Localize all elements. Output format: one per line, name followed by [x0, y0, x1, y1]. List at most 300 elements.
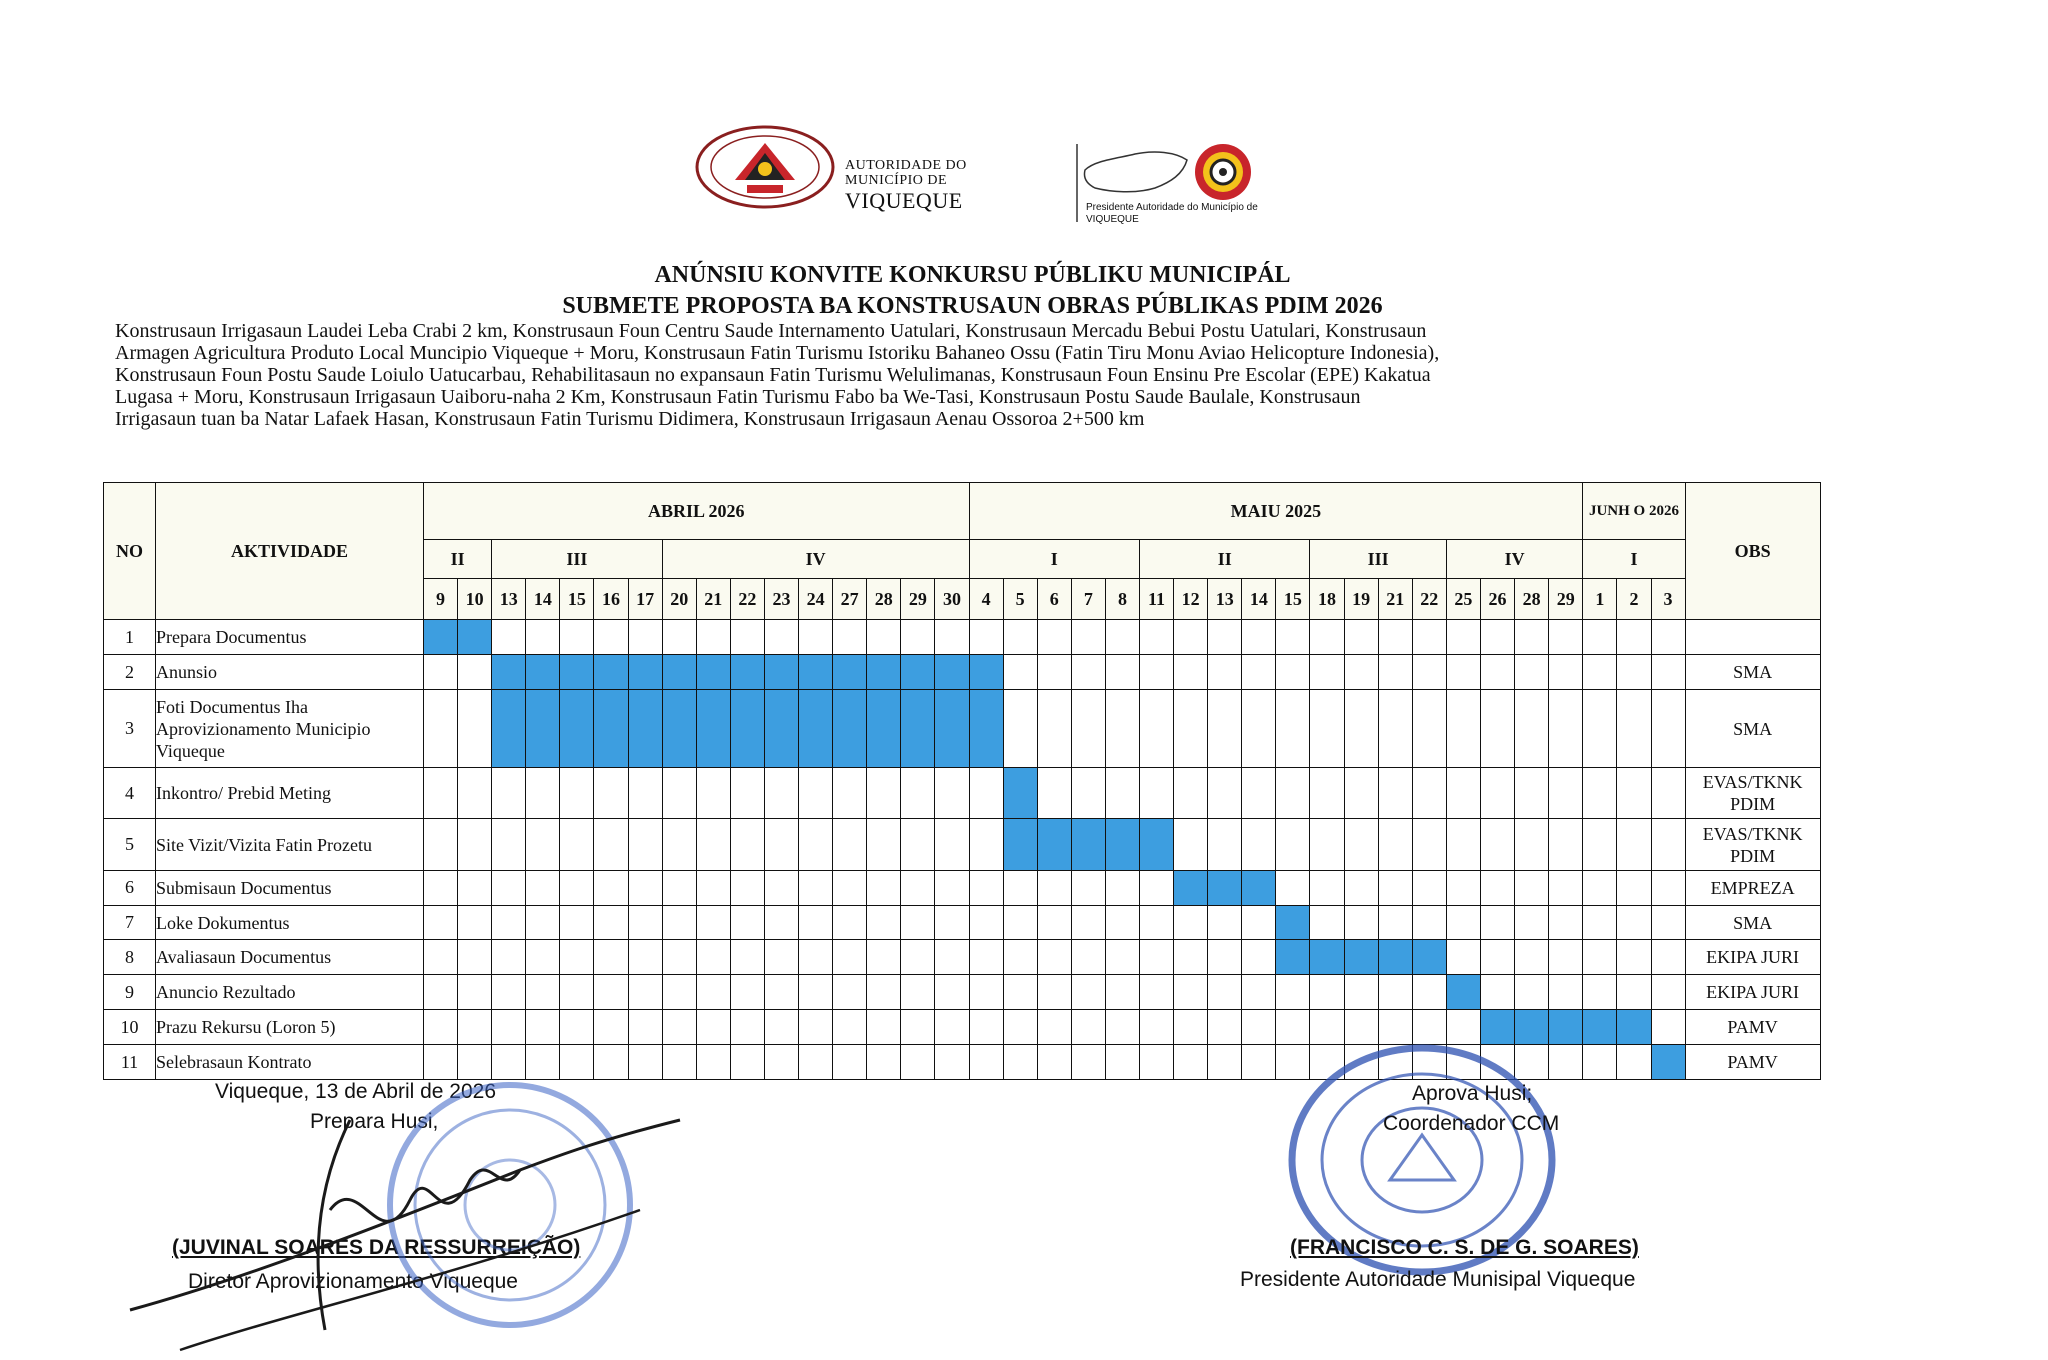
schedule-cell — [1412, 975, 1446, 1010]
schedule-cell — [1446, 905, 1480, 940]
day-header: 23 — [764, 579, 798, 620]
schedule-cell — [1242, 620, 1276, 655]
schedule-cell — [594, 870, 628, 905]
schedule-cell — [526, 975, 560, 1010]
table-row — [104, 905, 1821, 940]
schedule-cell — [1037, 620, 1071, 655]
week-header: II — [424, 540, 492, 579]
schedule-cell — [1617, 905, 1651, 940]
row-number: 1 — [104, 620, 156, 655]
schedule-cell — [1105, 975, 1139, 1010]
schedule-cell — [458, 905, 492, 940]
day-header: 29 — [1549, 579, 1583, 620]
schedule-cell — [764, 975, 798, 1010]
schedule-cell — [799, 1045, 833, 1080]
obs-cell: EKIPA JURI — [1685, 975, 1820, 1010]
schedule-cell — [662, 1010, 696, 1045]
schedule-cell — [867, 819, 901, 870]
schedule-cell — [1446, 870, 1480, 905]
rdtl-seal — [695, 125, 835, 210]
schedule-cell — [696, 620, 730, 655]
schedule-bar-cell — [492, 690, 526, 768]
schedule-cell — [1651, 1010, 1685, 1045]
schedule-cell — [1515, 768, 1549, 819]
activity-name: Submisaun Documentus — [156, 870, 424, 905]
schedule-cell — [1344, 819, 1378, 870]
schedule-cell — [1549, 819, 1583, 870]
schedule-cell — [1480, 905, 1514, 940]
schedule-cell — [1174, 905, 1208, 940]
schedule-cell — [1140, 975, 1174, 1010]
schedule-cell — [764, 870, 798, 905]
day-header: 13 — [1208, 579, 1242, 620]
schedule-bar-cell — [833, 655, 867, 690]
schedule-cell — [492, 768, 526, 819]
schedule-cell — [1174, 940, 1208, 975]
day-header: 9 — [424, 579, 458, 620]
day-header: 1 — [1583, 579, 1617, 620]
schedule-cell — [1242, 655, 1276, 690]
row-number: 3 — [104, 690, 156, 768]
schedule-bar-cell — [628, 690, 662, 768]
doc-title-line1: ANÚNSIU KONVITE KONKURSU PÚBLIKU MUNICIPÁL — [654, 262, 1291, 288]
schedule-cell — [560, 768, 594, 819]
schedule-cell — [1310, 975, 1344, 1010]
schedule-cell — [696, 768, 730, 819]
schedule-cell — [492, 620, 526, 655]
schedule-bar-cell — [935, 655, 969, 690]
schedule-cell — [458, 870, 492, 905]
schedule-cell — [1174, 1045, 1208, 1080]
schedule-cell — [1549, 768, 1583, 819]
schedule-cell — [1071, 975, 1105, 1010]
schedule-bar-cell — [1617, 1010, 1651, 1045]
obs-cell: SMA — [1685, 905, 1820, 940]
schedule-cell — [901, 1045, 935, 1080]
schedule-cell — [1140, 1045, 1174, 1080]
schedule-cell — [560, 905, 594, 940]
schedule-bar-cell — [1378, 940, 1412, 975]
municipality-logo-caption — [1086, 202, 1258, 226]
schedule-cell — [1208, 940, 1242, 975]
schedule-cell — [1174, 819, 1208, 870]
schedule-cell — [492, 975, 526, 1010]
schedule-bar-cell — [730, 690, 764, 768]
logo2-caption-line1: Presidente Autoridade do Município de — [1086, 202, 1258, 213]
month-header: ABRIL 2026 — [424, 483, 970, 540]
schedule-cell — [526, 620, 560, 655]
schedule-cell — [424, 768, 458, 819]
schedule-cell — [935, 975, 969, 1010]
authority-line3: VIQUEQUE — [845, 188, 963, 213]
schedule-cell — [1003, 690, 1037, 768]
schedule-cell — [458, 768, 492, 819]
schedule-bar-cell — [1651, 1045, 1685, 1080]
right-signatory-title: Presidente Autoridade Munisipal Viqueque — [1240, 1268, 1636, 1291]
schedule-cell — [662, 940, 696, 975]
schedule-cell — [560, 620, 594, 655]
schedule-cell — [1071, 1045, 1105, 1080]
intro-line: Lugasa + Moru, Konstrusaun Irrigasaun Uaiboru-naha 2 Km, Konstrusaun Fatin Turismu Fabo ba We-Tasi, Konstrusaun Postu Saude Baulale, Konstrusaun — [115, 386, 1361, 408]
schedule-cell — [764, 768, 798, 819]
schedule-cell — [1651, 620, 1685, 655]
schedule-cell — [901, 870, 935, 905]
day-header: 18 — [1310, 579, 1344, 620]
table-row — [104, 1010, 1821, 1045]
schedule-cell — [1105, 655, 1139, 690]
schedule-bar-cell — [526, 655, 560, 690]
row-number: 7 — [104, 905, 156, 940]
table-row — [104, 870, 1821, 905]
schedule-cell — [764, 620, 798, 655]
day-header: 2 — [1617, 579, 1651, 620]
activity-name: Loke Dokumentus — [156, 905, 424, 940]
schedule-cell — [526, 819, 560, 870]
schedule-cell — [867, 1045, 901, 1080]
schedule-cell — [1310, 870, 1344, 905]
schedule-cell — [458, 655, 492, 690]
day-header: 17 — [628, 579, 662, 620]
schedule-cell — [935, 1010, 969, 1045]
schedule-bar-cell — [560, 655, 594, 690]
schedule-cell — [1480, 768, 1514, 819]
schedule-bar-cell — [1208, 870, 1242, 905]
schedule-cell — [1446, 690, 1480, 768]
schedule-cell — [1412, 655, 1446, 690]
schedule-cell — [1037, 940, 1071, 975]
schedule-cell — [730, 1010, 764, 1045]
schedule-cell — [1344, 655, 1378, 690]
schedule-cell — [730, 819, 764, 870]
schedule-cell — [833, 975, 867, 1010]
obs-cell: SMA — [1685, 655, 1820, 690]
schedule-bar-cell — [764, 655, 798, 690]
schedule-bar-cell — [867, 655, 901, 690]
schedule-cell — [1515, 620, 1549, 655]
schedule-cell — [764, 1010, 798, 1045]
schedule-cell — [1549, 690, 1583, 768]
schedule-cell — [594, 819, 628, 870]
schedule-cell — [1242, 819, 1276, 870]
schedule-cell — [1242, 905, 1276, 940]
schedule-cell — [1378, 870, 1412, 905]
schedule-cell — [662, 819, 696, 870]
obs-cell: PAMV — [1685, 1010, 1820, 1045]
schedule-cell — [1412, 620, 1446, 655]
schedule-cell — [1344, 768, 1378, 819]
schedule-cell — [1105, 940, 1139, 975]
schedule-cell — [628, 940, 662, 975]
schedule-cell — [1378, 819, 1412, 870]
schedule-cell — [833, 819, 867, 870]
schedule-cell — [1037, 655, 1071, 690]
day-header: 6 — [1037, 579, 1071, 620]
schedule-cell — [1651, 870, 1685, 905]
schedule-cell — [867, 870, 901, 905]
schedule-cell — [560, 975, 594, 1010]
schedule-cell — [1378, 768, 1412, 819]
activity-name: Selebrasaun Kontrato — [156, 1045, 424, 1080]
col-no-header: NO — [104, 483, 156, 620]
schedule-cell — [764, 905, 798, 940]
table-row — [104, 940, 1821, 975]
obs-cell: EVAS/TKNK PDIM — [1685, 768, 1820, 819]
schedule-cell — [1140, 620, 1174, 655]
schedule-table — [103, 482, 1821, 1080]
schedule-cell — [526, 870, 560, 905]
schedule-cell — [935, 870, 969, 905]
obs-cell: EKIPA JURI — [1685, 940, 1820, 975]
schedule-cell — [1651, 975, 1685, 1010]
table-row — [104, 655, 1821, 690]
schedule-cell — [1105, 905, 1139, 940]
schedule-cell — [1310, 690, 1344, 768]
day-header: 13 — [492, 579, 526, 620]
schedule-cell — [560, 870, 594, 905]
schedule-cell — [799, 819, 833, 870]
schedule-bar-cell — [901, 690, 935, 768]
schedule-cell — [1651, 905, 1685, 940]
month-header: MAIU 2025 — [969, 483, 1583, 540]
schedule-cell — [1174, 620, 1208, 655]
schedule-cell — [1174, 1010, 1208, 1045]
schedule-cell — [1242, 1010, 1276, 1045]
schedule-cell — [1071, 620, 1105, 655]
schedule-cell — [1276, 690, 1310, 768]
schedule-cell — [1651, 655, 1685, 690]
schedule-cell — [1208, 819, 1242, 870]
obs-cell — [1685, 620, 1820, 655]
schedule-cell — [1003, 1045, 1037, 1080]
schedule-cell — [1344, 690, 1378, 768]
schedule-bar-cell — [867, 690, 901, 768]
schedule-cell — [662, 620, 696, 655]
schedule-cell — [1583, 768, 1617, 819]
schedule-cell — [458, 690, 492, 768]
month-header: JUNH O 2026 — [1583, 483, 1685, 540]
day-header: 16 — [594, 579, 628, 620]
schedule-cell — [628, 870, 662, 905]
schedule-cell — [1208, 905, 1242, 940]
schedule-cell — [1549, 905, 1583, 940]
schedule-cell — [901, 1010, 935, 1045]
schedule-cell — [833, 905, 867, 940]
schedule-cell — [526, 1010, 560, 1045]
schedule-bar-cell — [935, 690, 969, 768]
schedule-cell — [696, 975, 730, 1010]
intro-line: Konstrusaun Irrigasaun Laudei Leba Crabi 2 km, Konstrusaun Foun Centru Saude Internamento Uatulari, Konstrusaun Mercadu Bebui Postu Uatulari, Konstrusaun — [115, 320, 1427, 342]
week-header: IV — [1446, 540, 1582, 579]
schedule-cell — [662, 870, 696, 905]
left-signatory-title: Diretor Aprovizionamento Viqueque — [188, 1270, 518, 1293]
schedule-cell — [594, 768, 628, 819]
schedule-cell — [935, 620, 969, 655]
schedule-cell — [424, 975, 458, 1010]
schedule-cell — [1617, 940, 1651, 975]
schedule-cell — [1105, 690, 1139, 768]
schedule-cell — [662, 975, 696, 1010]
right-signatory-name: (FRANCISCO C. S. DE G. SOARES) — [1290, 1236, 1639, 1259]
schedule-cell — [424, 905, 458, 940]
row-number: 8 — [104, 940, 156, 975]
schedule-bar-cell — [1105, 819, 1139, 870]
schedule-cell — [799, 620, 833, 655]
schedule-cell — [1140, 940, 1174, 975]
day-header: 29 — [901, 579, 935, 620]
activity-name: Anuncio Rezultado — [156, 975, 424, 1010]
week-header: III — [1310, 540, 1446, 579]
schedule-bar-cell — [1071, 819, 1105, 870]
col-obs-header: OBS — [1685, 483, 1820, 620]
schedule-cell — [1037, 870, 1071, 905]
day-header: 12 — [1174, 579, 1208, 620]
schedule-cell — [628, 975, 662, 1010]
schedule-bar-cell — [662, 655, 696, 690]
schedule-bar-cell — [594, 690, 628, 768]
table-row — [104, 620, 1821, 655]
week-header: I — [969, 540, 1139, 579]
schedule-cell — [1174, 768, 1208, 819]
week-header: III — [492, 540, 662, 579]
schedule-cell — [730, 1045, 764, 1080]
schedule-cell — [1071, 768, 1105, 819]
schedule-bar-cell — [1310, 940, 1344, 975]
day-header: 19 — [1344, 579, 1378, 620]
schedule-cell — [1105, 1010, 1139, 1045]
day-header: 8 — [1105, 579, 1139, 620]
schedule-cell — [1651, 768, 1685, 819]
day-header: 24 — [799, 579, 833, 620]
schedule-cell — [1003, 940, 1037, 975]
schedule-cell — [764, 940, 798, 975]
schedule-cell — [969, 870, 1003, 905]
day-header: 4 — [969, 579, 1003, 620]
schedule-cell — [1140, 690, 1174, 768]
schedule-cell — [1480, 655, 1514, 690]
schedule-cell — [1412, 819, 1446, 870]
schedule-bar-cell — [901, 655, 935, 690]
schedule-bar-cell — [730, 655, 764, 690]
schedule-cell — [1515, 975, 1549, 1010]
obs-cell: EVAS/TKNK PDIM — [1685, 819, 1820, 870]
schedule-cell — [1480, 940, 1514, 975]
schedule-cell — [867, 940, 901, 975]
schedule-cell — [935, 940, 969, 975]
schedule-cell — [799, 768, 833, 819]
schedule-cell — [1446, 655, 1480, 690]
schedule-cell — [1276, 975, 1310, 1010]
schedule-cell — [1412, 905, 1446, 940]
day-header: 14 — [1242, 579, 1276, 620]
day-header: 10 — [458, 579, 492, 620]
schedule-cell — [1208, 690, 1242, 768]
schedule-cell — [1549, 975, 1583, 1010]
schedule-cell — [696, 905, 730, 940]
schedule-cell — [833, 768, 867, 819]
schedule-cell — [696, 819, 730, 870]
schedule-cell — [1071, 655, 1105, 690]
schedule-cell — [901, 819, 935, 870]
place-date: Viqueque, 13 de Abril de 2026 — [215, 1080, 497, 1103]
schedule-cell — [1480, 819, 1514, 870]
schedule-cell — [1583, 819, 1617, 870]
day-header: 30 — [935, 579, 969, 620]
schedule-cell — [492, 1010, 526, 1045]
schedule-cell — [901, 940, 935, 975]
schedule-cell — [1310, 655, 1344, 690]
day-header: 22 — [730, 579, 764, 620]
schedule-cell — [1378, 620, 1412, 655]
schedule-bar-cell — [1412, 940, 1446, 975]
schedule-cell — [1003, 655, 1037, 690]
schedule-bar-cell — [628, 655, 662, 690]
schedule-cell — [424, 870, 458, 905]
schedule-cell — [594, 940, 628, 975]
schedule-cell — [1583, 870, 1617, 905]
schedule-cell — [969, 975, 1003, 1010]
intro-line: Konstrusaun Foun Postu Saude Loiulo Uatucarbau, Rehabilitasaun no expansaun Fatin Turismu Welulimanas, Konstrusaun Foun Ensinu Pre Escolar (EPE) Kakatua — [115, 364, 1431, 386]
schedule-cell — [1140, 655, 1174, 690]
schedule-cell — [833, 870, 867, 905]
schedule-cell — [1617, 655, 1651, 690]
schedule-cell — [492, 819, 526, 870]
schedule-cell — [424, 690, 458, 768]
day-header: 5 — [1003, 579, 1037, 620]
schedule-cell — [1549, 940, 1583, 975]
activity-name: Anunsio — [156, 655, 424, 690]
day-header: 15 — [1276, 579, 1310, 620]
schedule-cell — [458, 975, 492, 1010]
schedule-cell — [764, 819, 798, 870]
week-header: I — [1583, 540, 1685, 579]
schedule-cell — [1412, 768, 1446, 819]
schedule-cell — [696, 940, 730, 975]
schedule-bar-cell — [1003, 768, 1037, 819]
schedule-cell — [969, 940, 1003, 975]
schedule-cell — [867, 905, 901, 940]
schedule-cell — [492, 870, 526, 905]
schedule-cell — [662, 768, 696, 819]
activity-name: Prazu Rekursu (Loron 5) — [156, 1010, 424, 1045]
schedule-cell — [867, 975, 901, 1010]
schedule-cell — [1617, 768, 1651, 819]
schedule-cell — [1276, 870, 1310, 905]
day-header: 28 — [1515, 579, 1549, 620]
schedule-cell — [1344, 975, 1378, 1010]
schedule-cell — [1208, 768, 1242, 819]
schedule-cell — [560, 940, 594, 975]
day-header: 25 — [1446, 579, 1480, 620]
week-header: IV — [662, 540, 969, 579]
row-number: 11 — [104, 1045, 156, 1080]
schedule-cell — [1446, 819, 1480, 870]
schedule-cell — [1480, 975, 1514, 1010]
schedule-cell — [1037, 768, 1071, 819]
schedule-cell — [1617, 975, 1651, 1010]
row-number: 10 — [104, 1010, 156, 1045]
schedule-bar-cell — [696, 690, 730, 768]
schedule-cell — [1583, 620, 1617, 655]
schedule-cell — [1617, 690, 1651, 768]
schedule-cell — [730, 870, 764, 905]
schedule-cell — [1515, 940, 1549, 975]
schedule-cell — [1140, 768, 1174, 819]
schedule-bar-cell — [492, 655, 526, 690]
schedule-cell — [1583, 940, 1617, 975]
schedule-cell — [594, 1010, 628, 1045]
schedule-cell — [799, 1010, 833, 1045]
day-header: 11 — [1140, 579, 1174, 620]
